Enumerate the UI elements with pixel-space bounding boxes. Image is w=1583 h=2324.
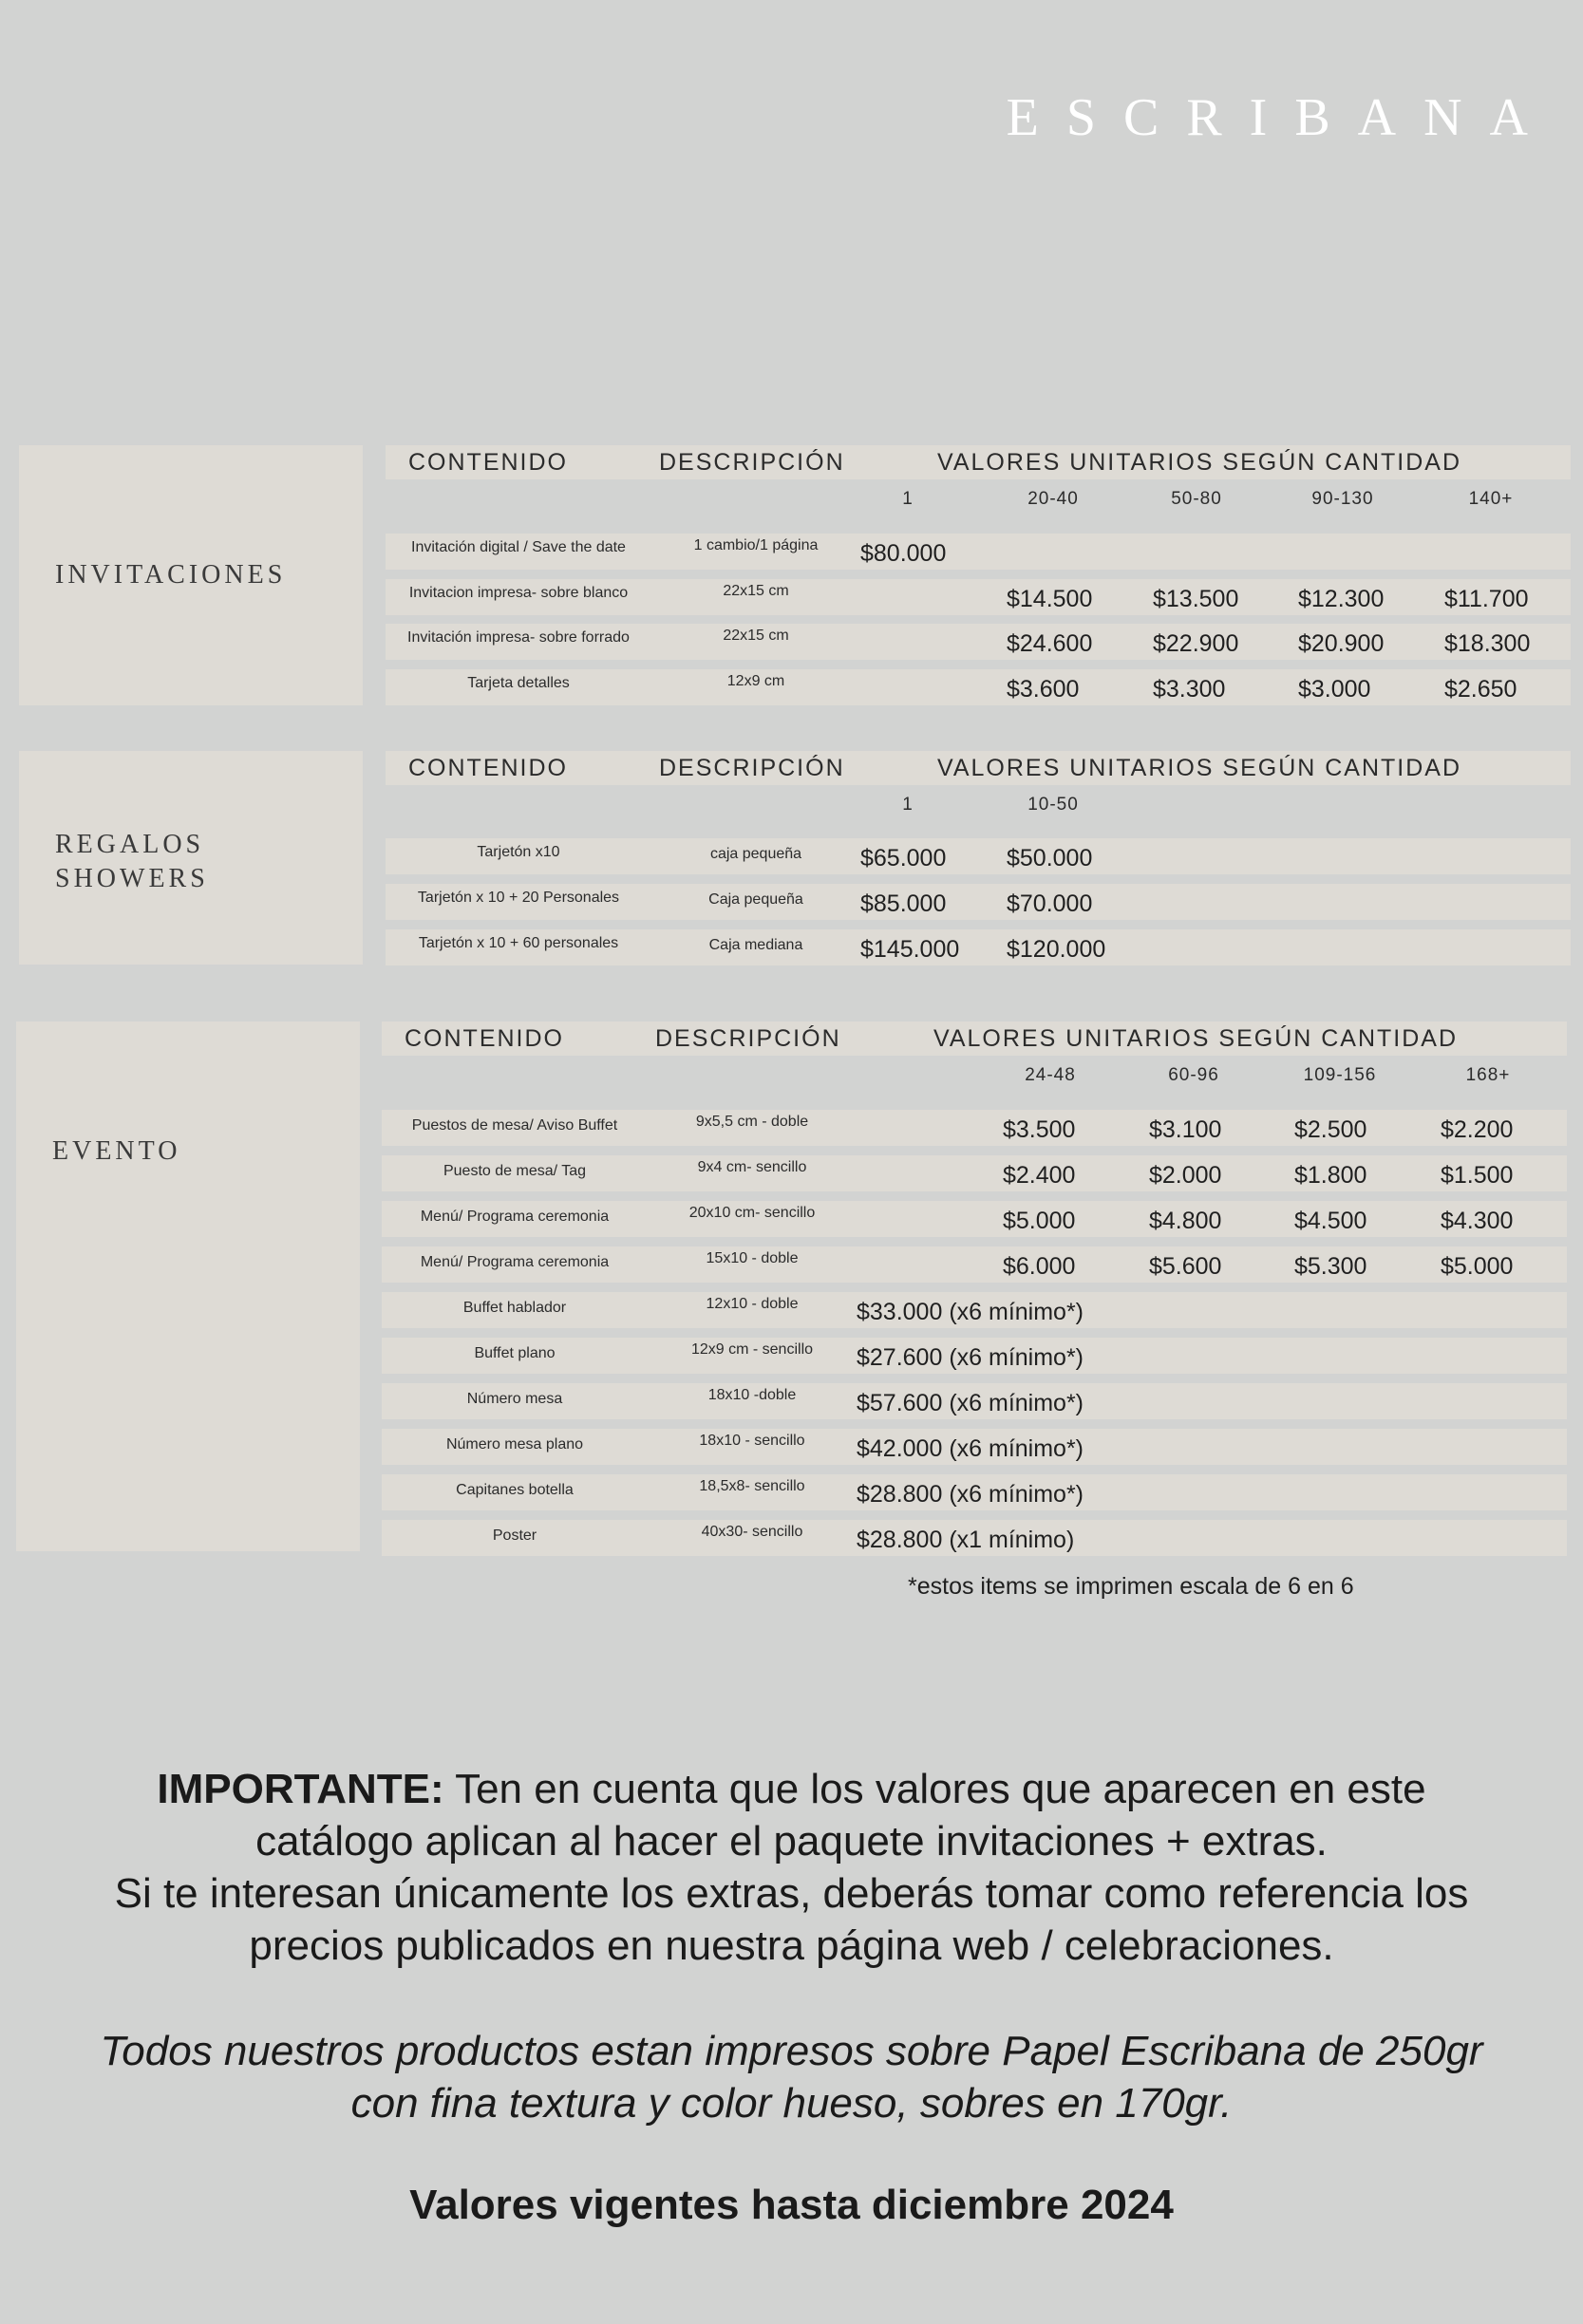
table-row [386, 534, 1571, 570]
important-text: Ten en cuenta que los valores que aparecen en este [443, 1766, 1426, 1812]
row-desc: 1 cambio/1 página [693, 537, 819, 553]
row-desc: 9x4 cm- sencillo [697, 1159, 807, 1175]
price: $80.000 [860, 540, 947, 567]
important-notice [57, 1763, 1526, 1972]
row-desc: 40x30- sencillo [701, 1524, 803, 1540]
table-row [386, 884, 1571, 920]
price: $5.300 [1294, 1253, 1367, 1280]
table-header-evento [382, 1021, 1567, 1056]
price: $145.000 [860, 936, 960, 963]
table-row [382, 1110, 1567, 1146]
price: $65.000 [860, 845, 947, 872]
section-title-invitaciones: INVITACIONES [55, 560, 287, 590]
price: $20.900 [1298, 630, 1385, 657]
important-line: Si te interesan únicamente los extras, deberás tomar como referencia los [114, 1870, 1469, 1917]
row-desc: 12x10 - doble [706, 1296, 799, 1312]
row-name: Invitacion impresa- sobre blanco [408, 585, 629, 601]
paper-notice [57, 2025, 1526, 2129]
table-header-invitaciones [386, 445, 1571, 479]
row-name: Buffet hablador [462, 1300, 567, 1316]
table-row [386, 624, 1571, 660]
header-valores: VALORES UNITARIOS SEGÚN CANTIDAD [937, 449, 1462, 476]
price: $120.000 [1007, 936, 1106, 963]
row-desc: caja pequeña [709, 846, 802, 862]
row-name: Buffet plano [474, 1345, 556, 1361]
important-line [57, 1763, 1526, 1815]
price: $14.500 [1007, 586, 1093, 612]
price: $4.500 [1294, 1208, 1367, 1234]
paper-line: con fina textura y color hueso, sobres en 170gr. [350, 2080, 1233, 2127]
price: $5.000 [1003, 1208, 1076, 1234]
header-contenido: CONTENIDO [408, 755, 568, 781]
row-desc: Caja mediana [708, 937, 803, 953]
row-name: Número mesa [466, 1391, 563, 1407]
row-desc: Caja pequeña [708, 891, 803, 908]
qty-label: 20-40 [1027, 489, 1079, 509]
brand-logo: ESCRIBANA [1006, 88, 1555, 147]
qty-label: 90-130 [1311, 489, 1374, 509]
table-row [382, 1292, 1567, 1328]
row-name: Número mesa plano [445, 1436, 584, 1452]
row-name: Puestos de mesa/ Aviso Buffet [411, 1117, 618, 1134]
row-desc: 12x9 cm [726, 673, 785, 689]
price: $13.500 [1153, 586, 1239, 612]
price: $2.200 [1441, 1116, 1514, 1143]
price: $24.600 [1007, 630, 1093, 657]
price: $2.500 [1294, 1116, 1367, 1143]
row-name: Menú/ Programa ceremonia [420, 1209, 610, 1225]
row-name: Invitación digital / Save the date [411, 539, 626, 555]
price: $3.500 [1003, 1116, 1076, 1143]
qty-label: 1 [902, 795, 914, 815]
table-row [382, 1155, 1567, 1191]
table-row [386, 579, 1571, 615]
important-line: precios publicados en nuestra página web / celebraciones. [249, 1922, 1334, 1969]
price: $42.000 (x6 mínimo*) [857, 1435, 1084, 1462]
table-row [382, 1520, 1567, 1556]
row-desc: 9x5,5 cm - doble [695, 1114, 809, 1130]
qty-label: 1 [902, 489, 914, 509]
price: $3.100 [1149, 1116, 1222, 1143]
price: $28.800 (x1 mínimo) [857, 1527, 1075, 1553]
paper-line: Todos nuestros productos estan impresos sobre Papel Escribana de 250gr [100, 2028, 1483, 2074]
price: $5.000 [1441, 1253, 1514, 1280]
row-name: Tarjetón x 10 + 20 Personales [417, 890, 620, 906]
price: $22.900 [1153, 630, 1239, 657]
price: $3.600 [1007, 676, 1080, 703]
price: $70.000 [1007, 890, 1093, 917]
table-row [382, 1474, 1567, 1510]
row-desc: 22x15 cm [723, 628, 789, 644]
price: $2.650 [1444, 676, 1517, 703]
table-row [386, 929, 1571, 965]
price: $28.800 (x6 mínimo*) [857, 1481, 1084, 1508]
row-desc: 18,5x8- sencillo [699, 1478, 805, 1494]
table-header-regalos [386, 751, 1571, 785]
section-title-line: SHOWERS [55, 864, 209, 893]
price: $4.300 [1441, 1208, 1514, 1234]
price: $11.700 [1444, 586, 1529, 612]
validity-notice: Valores vigentes hasta diciembre 2024 [409, 2182, 1174, 2228]
price: $33.000 (x6 mínimo*) [857, 1299, 1084, 1325]
table-row [382, 1429, 1567, 1465]
qty-label: 168+ [1465, 1065, 1511, 1085]
row-name: Tarjeta detalles [467, 675, 570, 691]
row-name: Menú/ Programa ceremonia [420, 1254, 610, 1270]
header-contenido: CONTENIDO [408, 449, 568, 476]
price: $1.800 [1294, 1162, 1367, 1189]
row-name: Poster [492, 1527, 537, 1544]
qty-label: 60-96 [1168, 1065, 1219, 1085]
footnote: *estos items se imprimen escala de 6 en 6 [908, 1573, 1354, 1600]
section-label-box-evento [16, 1021, 360, 1551]
price: $2.400 [1003, 1162, 1076, 1189]
price: $6.000 [1003, 1253, 1076, 1280]
price: $27.600 (x6 mínimo*) [857, 1344, 1084, 1371]
price: $5.600 [1149, 1253, 1222, 1280]
header-descripcion: DESCRIPCIÓN [659, 755, 845, 781]
section-title-regalos [55, 828, 209, 896]
important-line: catálogo aplican al hacer el paquete invitaciones + extras. [255, 1818, 1328, 1865]
price: $4.800 [1149, 1208, 1222, 1234]
qty-label: 140+ [1468, 489, 1514, 509]
price: $3.300 [1153, 676, 1226, 703]
section-title-evento: EVENTO [52, 1136, 181, 1166]
qty-label: 50-80 [1171, 489, 1222, 509]
price: $50.000 [1007, 845, 1093, 872]
table-row [386, 838, 1571, 874]
price: $2.000 [1149, 1162, 1222, 1189]
section-title-line: REGALOS [55, 830, 205, 859]
row-desc: 18x10 -doble [707, 1387, 797, 1403]
row-name: Capitanes botella [456, 1482, 574, 1498]
price: $12.300 [1298, 586, 1385, 612]
qty-label: 109-156 [1303, 1065, 1377, 1085]
row-desc: 22x15 cm [723, 583, 789, 599]
row-name: Tarjetón x 10 + 60 personales [418, 935, 619, 951]
table-row [386, 669, 1571, 705]
header-descripcion: DESCRIPCIÓN [655, 1025, 841, 1052]
price: $57.600 (x6 mínimo*) [857, 1390, 1084, 1416]
qty-label: 24-48 [1025, 1065, 1076, 1085]
header-contenido: CONTENIDO [405, 1025, 564, 1052]
row-desc: 20x10 cm- sencillo [688, 1205, 816, 1221]
table-row [382, 1383, 1567, 1419]
important-label: IMPORTANTE: [157, 1766, 444, 1812]
header-valores: VALORES UNITARIOS SEGÚN CANTIDAD [937, 755, 1462, 781]
header-valores: VALORES UNITARIOS SEGÚN CANTIDAD [933, 1025, 1459, 1052]
table-row [382, 1338, 1567, 1374]
table-row [382, 1246, 1567, 1283]
row-name: Puesto de mesa/ Tag [443, 1163, 587, 1179]
row-name: Tarjetón x10 [477, 844, 560, 860]
price: $3.000 [1298, 676, 1371, 703]
row-desc: 15x10 - doble [706, 1250, 799, 1266]
price: $1.500 [1441, 1162, 1514, 1189]
price: $85.000 [860, 890, 947, 917]
qty-label: 10-50 [1027, 795, 1079, 815]
header-descripcion: DESCRIPCIÓN [659, 449, 845, 476]
row-desc: 12x9 cm - sencillo [690, 1341, 814, 1358]
price: $18.300 [1444, 630, 1531, 657]
row-desc: 18x10 - sencillo [699, 1433, 805, 1449]
row-name: Invitación impresa- sobre forrado [407, 629, 630, 646]
table-row [382, 1201, 1567, 1237]
